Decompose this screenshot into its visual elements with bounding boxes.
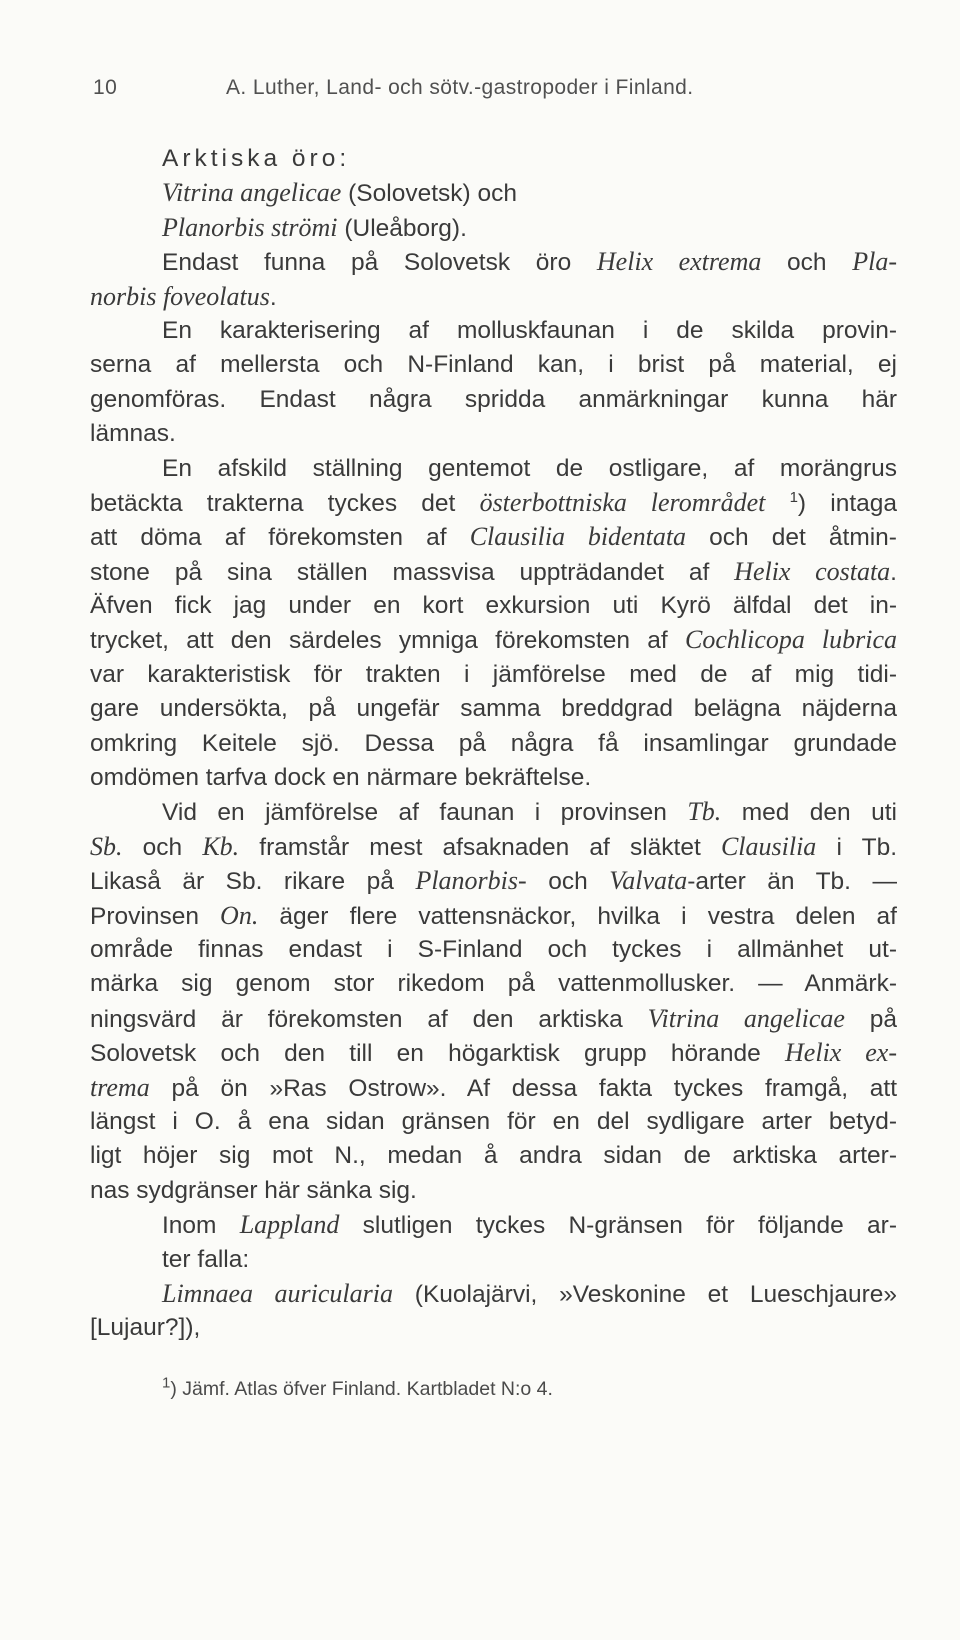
text-line: ligt höjer sig mot N., medan å andra sidan de arktiska arter-	[90, 1142, 897, 1170]
text-line: Inom Lappland slutligen tyckes N-gränsen för följande ar-	[162, 1210, 897, 1240]
text-line: Vid en jämförelse af faunan i provinsen Tb. med den uti	[162, 797, 897, 827]
text-line: var karakteristisk för trakten i jämförelse med de af mig tidi-	[90, 660, 897, 688]
text-line: gare undersökta, på ungefär samma breddgrad belägna näjderna	[90, 695, 897, 723]
text-line: Äfven fick jag under en kort exkursion uti Kyrö älfdal det in-	[90, 592, 897, 620]
species-line: Vitrina angelicae (Solovetsk) och	[162, 178, 517, 208]
text-line: Endast funna på Solovetsk öro Helix extrema och Pla-	[162, 247, 897, 277]
text-line: Likaså är Sb. rikare på Planorbis- och Valvata-arter än Tb. —	[90, 866, 897, 896]
running-head	[90, 76, 897, 110]
text-line: ningsvärd är förekomsten af den arktiska Vitrina angelicae på	[90, 1003, 897, 1033]
text-line: Solovetsk och den till en högarktisk grupp hörande Helix ex-	[90, 1038, 897, 1068]
text-line: En karakterisering af molluskfaunan i de skilda provin-	[162, 316, 897, 344]
text-line: genomföras. Endast några spridda anmärkningar kunna här	[90, 385, 897, 413]
text-line: lämnas.	[90, 420, 176, 448]
text-line: att döma af förekomsten af Clausilia bidentata och det åtmin-	[90, 522, 897, 552]
text-line: trema på ön »Ras Ostrow». Af dessa fakta tyckes framgå, att	[90, 1072, 897, 1102]
text-line: område finnas endast i S-Finland och tyckes i allmänhet ut-	[90, 935, 897, 963]
text-line: stone på sina ställen massvisa uppträdandet af Helix costata.	[90, 556, 897, 586]
text-line: norbis foveolatus.	[90, 281, 277, 311]
text-line: Provinsen On. äger flere vattensnäckor, hvilka i vestra delen af	[90, 900, 897, 930]
text-line: omkring Keitele sjö. Dessa på några få insamlingar grundade	[90, 729, 897, 757]
text-line: betäckta trakterna tyckes det österbottniska lerområdet $^1$) intaga	[90, 487, 897, 517]
text-line: En afskild ställning gentemot de ostligare, af morängrus	[162, 454, 897, 482]
text-line: [Lujaur?]),	[90, 1314, 201, 1342]
text-line: Sb. och Kb. framstår mest afsaknaden af släktet Clausilia i Tb.	[90, 831, 897, 861]
main-text	[90, 142, 897, 1346]
text-line: ter falla:	[162, 1245, 250, 1273]
footnote-ref: 1	[789, 488, 798, 506]
section-heading-arktiska: Arktiska öro:	[162, 145, 351, 172]
text-line: nas sydgränser här sänka sig.	[90, 1176, 417, 1204]
footnote-marker: 1	[162, 1374, 171, 1392]
text-line: längst i O. å ena sidan gränsen för en del sydligare arter betyd-	[90, 1107, 897, 1135]
running-title: A. Luther, Land- och sötv.-gastropoder i Finland.	[226, 76, 694, 99]
page-number: 10	[93, 76, 118, 99]
species-line: Planorbis strömi (Uleåborg).	[162, 212, 467, 242]
text-line: märka sig genom stor rikedom på vattenmollusker. — Anmärk-	[90, 970, 897, 998]
text-line: serna af mellersta och N-Finland kan, i brist på material, ej	[90, 351, 897, 379]
species-line: Limnaea auricularia (Kuolajärvi, »Veskonine et Lueschjaure»	[162, 1278, 897, 1308]
text-line: trycket, att den särdeles ymniga förekomsten af Cochlicopa lubrica	[90, 625, 897, 655]
text-line: omdömen tarfva dock en närmare bekräftelse.	[90, 764, 592, 792]
footnote-text: ) Jämf. Atlas öfver Finland. Kartbladet N:o 4.	[170, 1377, 553, 1400]
footnote	[90, 1376, 897, 1402]
